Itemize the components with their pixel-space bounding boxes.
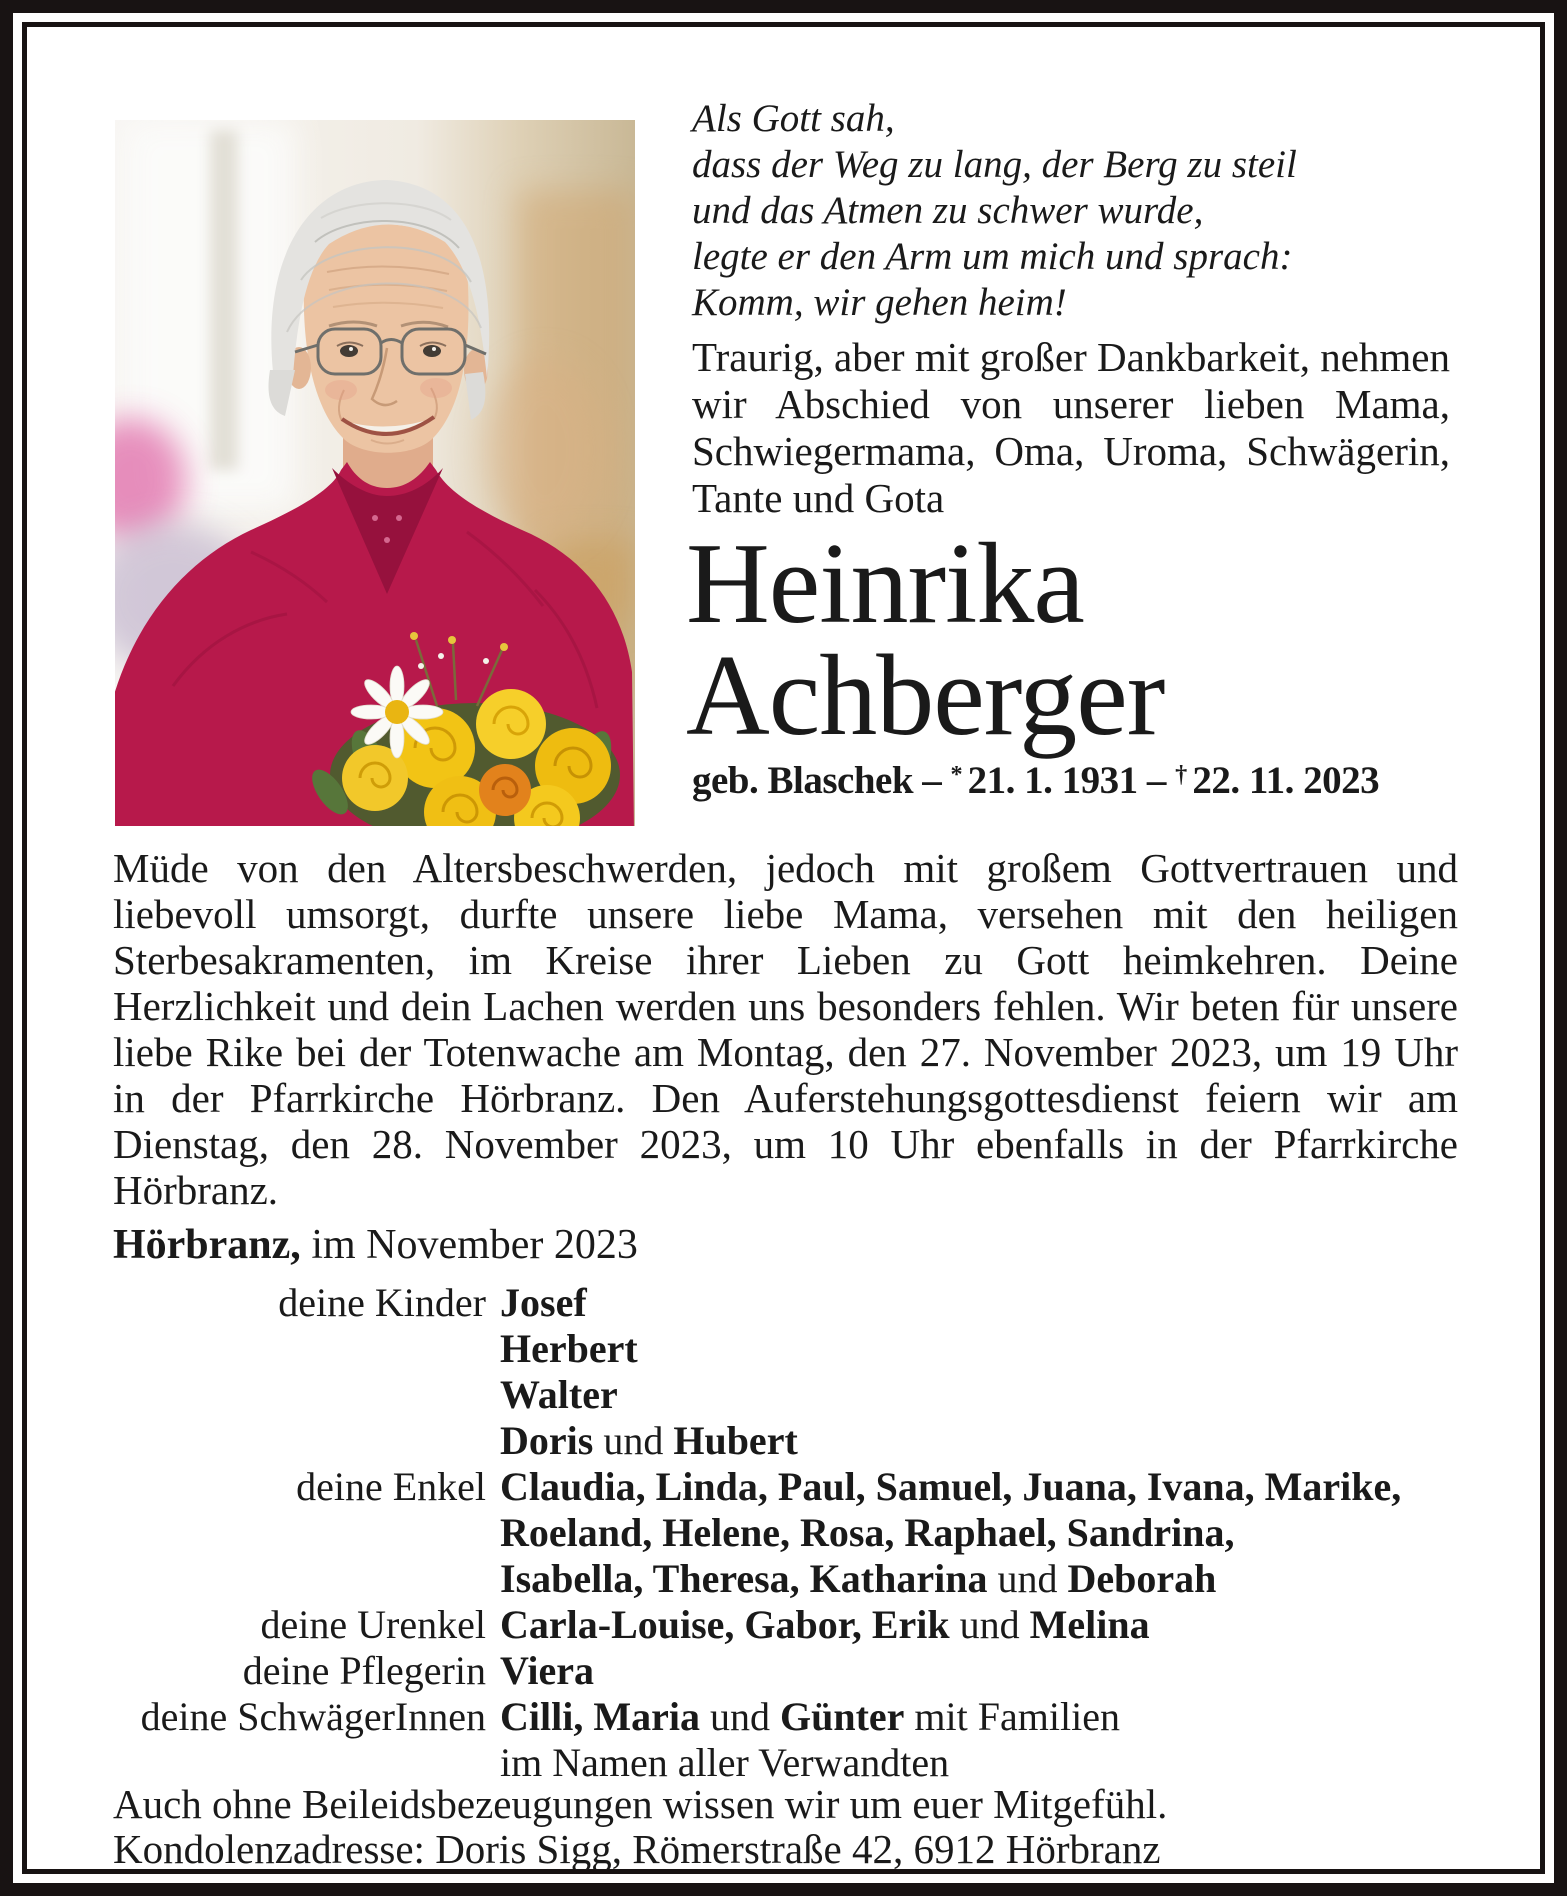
emphasized-text: Viera bbox=[500, 1648, 595, 1693]
family-relation-label: deine Urenkel bbox=[260, 1602, 486, 1647]
family-member-names bbox=[500, 1280, 1466, 1326]
family-member-names bbox=[500, 1694, 1466, 1740]
family-member-names bbox=[500, 1418, 1466, 1464]
emphasized-text: Carla-Louise, Gabor, Erik bbox=[500, 1602, 950, 1647]
emphasized-text: Walter bbox=[500, 1372, 618, 1417]
family-relation-label: deine Kinder bbox=[278, 1280, 486, 1325]
family-row bbox=[100, 1326, 1466, 1372]
deceased-last-name: Achberger bbox=[686, 632, 1165, 760]
regular-text: und bbox=[949, 1602, 1030, 1647]
emphasized-text: 21. 1. 1931 – bbox=[967, 759, 1176, 802]
opening-verse bbox=[692, 96, 1452, 326]
family-member-names bbox=[500, 1464, 1466, 1510]
closing-note bbox=[113, 1782, 1458, 1872]
family-row bbox=[100, 1372, 1466, 1418]
emphasized-text: Hörbranz, bbox=[113, 1222, 301, 1268]
emphasized-text: Isabella, Theresa, Katharina bbox=[500, 1556, 988, 1601]
farewell-intro: Traurig, aber mit großer Dankbarkeit, nehmen wir Abschied von unserer lieben Mama, Schwiegermama, Oma, Uroma, Schwägerin, Tante und Gota bbox=[692, 334, 1450, 521]
family-row bbox=[100, 1694, 1466, 1740]
family-member-names bbox=[500, 1510, 1466, 1556]
verse-line: Als Gott sah, bbox=[692, 97, 895, 140]
emphasized-text: † bbox=[1175, 761, 1193, 789]
verse-line: legte er den Arm um mich und sprach: bbox=[692, 235, 1293, 278]
family-relation-label: deine Pflegerin bbox=[242, 1648, 486, 1693]
emphasized-text: geb. Blaschek – bbox=[692, 759, 951, 802]
portrait-photo bbox=[115, 120, 635, 826]
emphasized-text: Herbert bbox=[500, 1326, 638, 1371]
emphasized-text: Claudia, Linda, Paul, Samuel, Juana, Ivana, Marike, bbox=[500, 1464, 1402, 1509]
regular-text: im Namen aller Verwandten bbox=[500, 1740, 950, 1785]
family-row bbox=[100, 1602, 1466, 1648]
regular-text: und bbox=[699, 1694, 780, 1739]
family-row bbox=[100, 1510, 1466, 1556]
condolence-note: Auch ohne Beileidsbezeugungen wissen wir um euer Mitgefühl. bbox=[113, 1781, 1168, 1827]
family-row bbox=[100, 1556, 1466, 1602]
family-member-names bbox=[500, 1602, 1466, 1648]
verse-line: dass der Weg zu lang, der Berg zu steil bbox=[692, 143, 1297, 186]
place-dateline bbox=[113, 1222, 1458, 1268]
family-row bbox=[100, 1740, 1466, 1786]
orange-rose bbox=[479, 764, 531, 816]
family-member-names bbox=[500, 1326, 1466, 1372]
regular-text: und bbox=[987, 1556, 1068, 1601]
emphasized-text: Hubert bbox=[673, 1418, 798, 1463]
family-row bbox=[100, 1464, 1466, 1510]
emphasized-text: Doris bbox=[500, 1418, 594, 1463]
family-row bbox=[100, 1418, 1466, 1464]
emphasized-text: Josef bbox=[500, 1280, 587, 1325]
family-member-names bbox=[500, 1740, 1466, 1786]
regular-text: im November 2023 bbox=[300, 1222, 638, 1268]
emphasized-text: Deborah bbox=[1067, 1556, 1217, 1601]
regular-text: mit Familien bbox=[904, 1694, 1120, 1739]
deceased-name bbox=[686, 520, 1456, 760]
family-relation-label: deine SchwägerInnen bbox=[140, 1694, 486, 1739]
family-list bbox=[100, 1280, 1466, 1786]
emphasized-text: * bbox=[950, 761, 968, 789]
deceased-first-name: Heinrika bbox=[686, 520, 1084, 648]
portrait-illustration bbox=[115, 120, 635, 826]
regular-text: und bbox=[593, 1418, 674, 1463]
family-row bbox=[100, 1648, 1466, 1694]
family-relation-label: deine Enkel bbox=[296, 1464, 486, 1509]
emphasized-text: Roeland, Helene, Rosa, Raphael, Sandrina, bbox=[500, 1510, 1235, 1555]
family-member-names bbox=[500, 1556, 1466, 1602]
emphasized-text: 22. 11. 2023 bbox=[1192, 759, 1380, 802]
family-member-names bbox=[500, 1372, 1466, 1418]
family-row bbox=[100, 1280, 1466, 1326]
emphasized-text: Günter bbox=[779, 1694, 905, 1739]
verse-line: und das Atmen zu schwer wurde, bbox=[692, 189, 1204, 232]
condolence-address: Kondolenzadresse: Doris Sigg, Römerstraße 42, 6912 Hörbranz bbox=[113, 1826, 1161, 1872]
emphasized-text: Melina bbox=[1029, 1602, 1150, 1647]
emphasized-text: Cilli, Maria bbox=[500, 1694, 700, 1739]
verse-line: Komm, wir gehen heim! bbox=[692, 281, 1067, 324]
birth-death-dates bbox=[692, 758, 1462, 803]
obituary-text: Müde von den Altersbeschwerden, jedoch mit großem Gottvertrauen und liebevoll umsorgt, durfte unsere liebe Mama, versehen mit den heiligen Sterbesakramenten, im Kreise ihrer Lieben zu Gott heimkehren. Deine Herzlichkeit und dein Lachen werden uns besonders fehlen. Wir beten für unsere liebe Rike bei der Totenwache am Montag, den 27. November 2023, um 19 Uhr in der Pfarrkirche Hörbranz. Den Auferstehungsgottesdienst feiern wir am Dienstag, den 28. November 2023, um 10 Uhr ebenfalls in der Pfarrkirche Hörbranz. bbox=[113, 845, 1458, 1213]
family-member-names bbox=[500, 1648, 1466, 1694]
